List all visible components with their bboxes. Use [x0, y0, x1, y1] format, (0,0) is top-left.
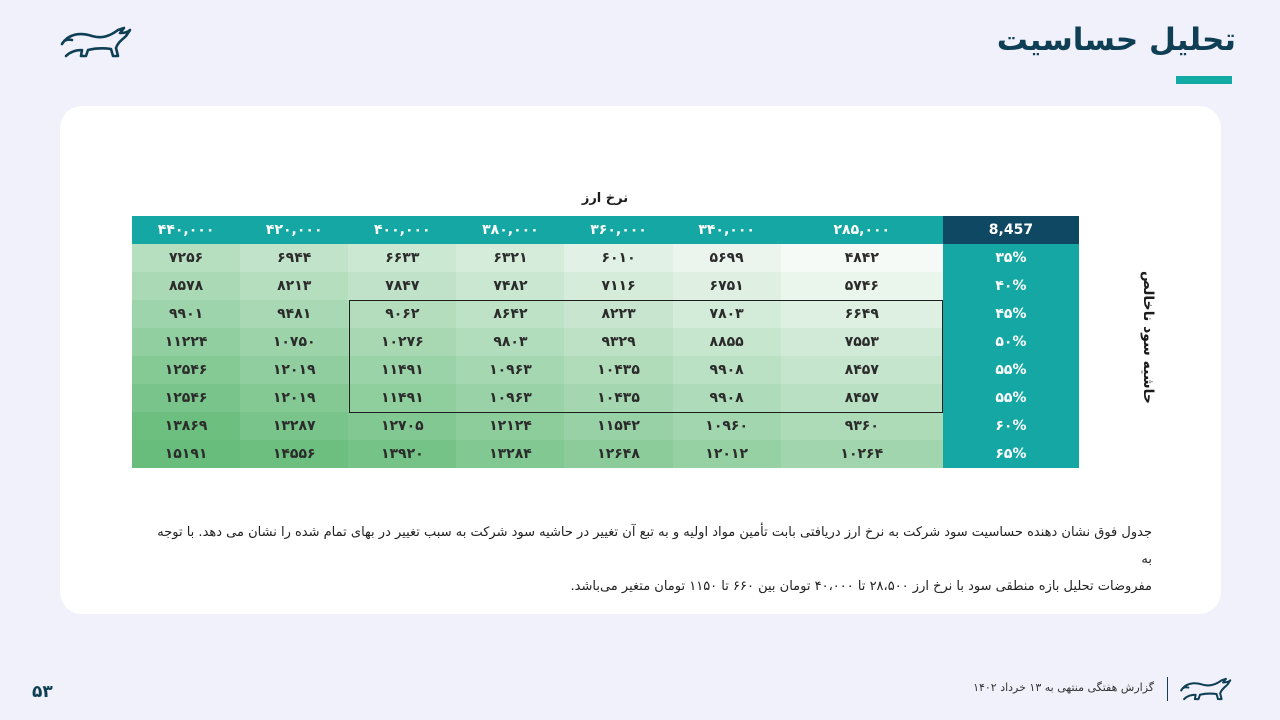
row-header-margin: ۳۵% [943, 244, 1079, 272]
table-cell: ۶۶۴۹ [781, 300, 943, 328]
table-cell: ۱۳۲۸۷ [240, 412, 348, 440]
table-cell: ۵۷۴۶ [781, 272, 943, 300]
row-header-margin: ۴۵% [943, 300, 1079, 328]
table-row [132, 244, 1079, 272]
table-cell: ۹۹۰۸ [673, 356, 781, 384]
table-cell: ۸۸۵۵ [673, 328, 781, 356]
table-row [132, 300, 1079, 328]
row-header-margin: ۶۵% [943, 440, 1079, 468]
row-header-margin: ۵۰% [943, 328, 1079, 356]
table-row [132, 328, 1079, 356]
table-cell: ۱۱۵۴۲ [564, 412, 672, 440]
column-header-fx-rate: ۳۸۰,۰۰۰ [456, 216, 564, 244]
gross-margin-axis-label: حاشیه سود ناخالص [1140, 270, 1156, 404]
table-cell: ۷۴۸۲ [456, 272, 564, 300]
table-cell: ۸۵۷۸ [132, 272, 240, 300]
table-cell: ۱۰۲۶۴ [781, 440, 943, 468]
table-cell: ۷۲۵۶ [132, 244, 240, 272]
table-cell: ۱۰۹۶۰ [673, 412, 781, 440]
row-header-margin: ۴۰% [943, 272, 1079, 300]
table-cell: ۶۰۱۰ [564, 244, 672, 272]
column-header-fx-rate: ۴۰۰,۰۰۰ [348, 216, 456, 244]
table-row [132, 440, 1079, 468]
table-row [132, 356, 1079, 384]
footer-divider [1167, 677, 1168, 701]
table-cell: ۹۹۰۱ [132, 300, 240, 328]
column-header-fx-rate: ۴۲۰,۰۰۰ [240, 216, 348, 244]
row-header-margin: ۵۵% [943, 356, 1079, 384]
table-cell: ۸۲۱۳ [240, 272, 348, 300]
table-description [148, 519, 1152, 600]
row-header-margin: ۵۵% [943, 384, 1079, 412]
table-cell: ۹۸۰۳ [456, 328, 564, 356]
table-cell: ۱۴۵۵۶ [240, 440, 348, 468]
corner-cell: 8,457 [943, 216, 1079, 244]
page-title: تحلیل حساسیت [996, 22, 1236, 58]
table-cell: ۱۱۴۹۱ [348, 384, 456, 412]
column-header-fx-rate: ۲۸۵,۰۰۰ [781, 216, 943, 244]
table-cell: ۷۵۵۳ [781, 328, 943, 356]
table-cell: ۷۸۰۳ [673, 300, 781, 328]
fx-rate-axis-label: نرخ ارز [581, 191, 629, 206]
table-cell: ۱۰۷۵۰ [240, 328, 348, 356]
table-cell: ۵۶۹۹ [673, 244, 781, 272]
table-cell: ۱۲۵۴۶ [132, 356, 240, 384]
table-cell: ۱۲۱۲۴ [456, 412, 564, 440]
table-cell: ۱۲۶۴۸ [564, 440, 672, 468]
table-cell: ۱۰۴۳۵ [564, 356, 672, 384]
title-underline [1176, 76, 1232, 84]
table-cell: ۱۰۴۳۵ [564, 384, 672, 412]
table-row [132, 272, 1079, 300]
table-cell: ۱۳۹۲۰ [348, 440, 456, 468]
table-header-row [132, 216, 1079, 244]
table-cell: ۸۴۵۷ [781, 356, 943, 384]
table-cell: ۱۲۰۱۲ [673, 440, 781, 468]
table-cell: ۶۳۲۱ [456, 244, 564, 272]
table-cell: ۹۳۲۹ [564, 328, 672, 356]
sensitivity-table [132, 216, 1079, 468]
table-cell: ۷۱۱۶ [564, 272, 672, 300]
table-row [132, 384, 1079, 412]
table-cell: ۶۷۵۱ [673, 272, 781, 300]
table-cell: ۱۵۱۹۱ [132, 440, 240, 468]
bull-logo-icon [58, 24, 132, 60]
table-cell: ۱۰۹۶۳ [456, 356, 564, 384]
table-cell: ۱۲۷۰۵ [348, 412, 456, 440]
column-header-fx-rate: ۳۴۰,۰۰۰ [673, 216, 781, 244]
table-cell: ۸۶۴۲ [456, 300, 564, 328]
bull-logo-icon [1176, 676, 1234, 702]
table-cell: ۶۹۴۴ [240, 244, 348, 272]
description-line-1: جدول فوق نشان دهنده حساسیت سود شرکت به نرخ ارز دریافتی بابت تأمین مواد اولیه و به تبع آن تغییر در حاشیه سود شرکت به سبب تغییر در بهای تمام شده را نشان می دهد. با توجه به [157, 525, 1152, 567]
table-cell: ۹۳۶۰ [781, 412, 943, 440]
table-row [132, 412, 1079, 440]
page-number: ۵۳ [32, 682, 53, 702]
row-header-margin: ۶۰% [943, 412, 1079, 440]
table-cell: ۱۰۹۶۳ [456, 384, 564, 412]
table-cell: ۴۸۴۲ [781, 244, 943, 272]
description-line-2: مفروضات تحلیل بازه منطقی سود با نرخ ارز ۲۸،۵۰۰ تا ۴۰،۰۰۰ تومان بین ۶۶۰ تا ۱۱۵۰ تومان متغیر می‌باشد. [570, 579, 1152, 594]
table-cell: ۹۰۶۲ [348, 300, 456, 328]
table-cell: ۹۹۰۸ [673, 384, 781, 412]
table-cell: ۱۲۰۱۹ [240, 384, 348, 412]
table-cell: ۱۰۲۷۶ [348, 328, 456, 356]
column-header-fx-rate: ۳۶۰,۰۰۰ [564, 216, 672, 244]
table-cell: ۶۶۳۳ [348, 244, 456, 272]
table-cell: ۱۱۲۲۴ [132, 328, 240, 356]
footer-report-title: گزارش هفتگی منتهی به ۱۳ خرداد ۱۴۰۲ [973, 681, 1154, 694]
table-cell: ۱۲۰۱۹ [240, 356, 348, 384]
table-cell: ۸۲۲۳ [564, 300, 672, 328]
table-cell: ۱۳۲۸۴ [456, 440, 564, 468]
table-cell: ۹۴۸۱ [240, 300, 348, 328]
table-cell: ۱۲۵۴۶ [132, 384, 240, 412]
table-cell: ۱۳۸۶۹ [132, 412, 240, 440]
table-cell: ۸۴۵۷ [781, 384, 943, 412]
column-header-fx-rate: ۴۴۰,۰۰۰ [132, 216, 240, 244]
table-cell: ۱۱۴۹۱ [348, 356, 456, 384]
table-cell: ۷۸۴۷ [348, 272, 456, 300]
